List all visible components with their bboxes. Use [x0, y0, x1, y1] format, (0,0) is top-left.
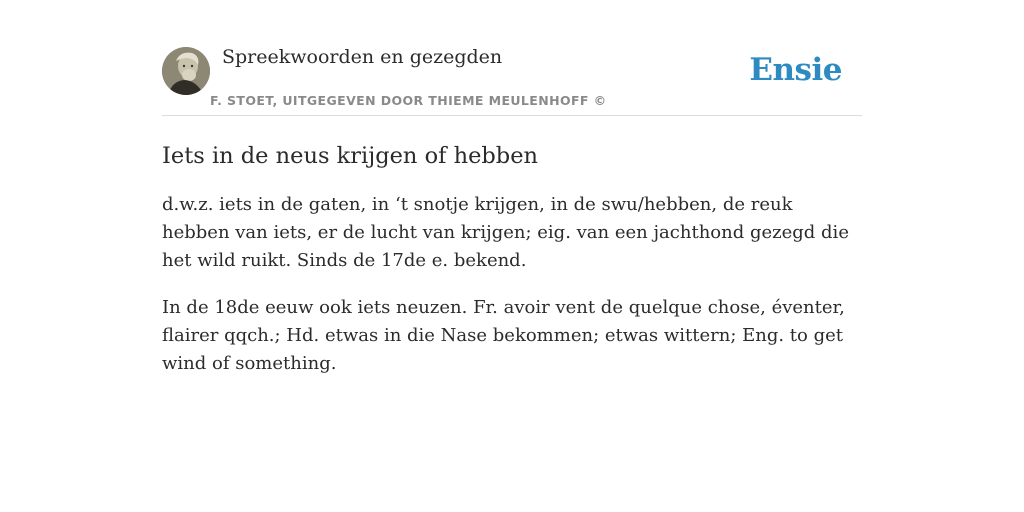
ensie-logo-link[interactable]: Ensie	[749, 52, 842, 88]
source-header	[162, 46, 862, 116]
page	[162, 0, 862, 378]
portrait-graphic	[162, 47, 210, 95]
entry-paragraph-2: In de 18de eeuw ook iets neuzen. Fr. avoir vent de quelque chose, éventer, flairer qqch.; Hd. etwas in die Nase bekommen; etwas wittern; Eng. to get wind of something.	[162, 297, 845, 374]
entry-title: Iets in de neus krijgen of hebben	[162, 143, 539, 169]
source-credit: F. STOET, UITGEGEVEN DOOR THIEME MEULENHOFF ©	[210, 93, 607, 108]
author-portrait-icon[interactable]	[162, 47, 210, 95]
source-title[interactable]: Spreekwoorden en gezegden	[222, 46, 503, 68]
entry-paragraph-1: d.w.z. iets in de gaten, in ‘t snotje krijgen, in de swu/hebben, de reuk hebben van iets, er de lucht van krijgen; eig. van een jachthond gezegd die het wild ruikt. Sinds de 17de e. bekend.	[162, 194, 849, 271]
